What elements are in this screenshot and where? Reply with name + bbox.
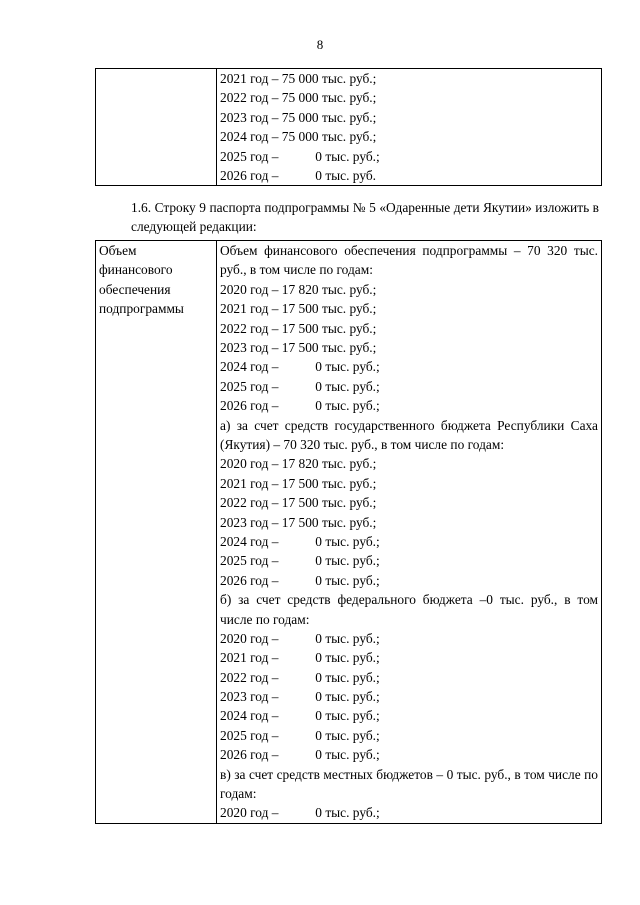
year-line: 2020 год – 17 820 тыс. руб.;: [220, 456, 377, 472]
year-line: 2020 год – 17 820 тыс. руб.;: [220, 281, 377, 297]
section-a-heading: а) за счет средств государственного бюджета Республики Саха (Якутия) – 70 320 тыс. руб., в том числе по годам:: [220, 417, 598, 452]
table1-line: 2026 год – 0 тыс. руб.: [220, 167, 377, 183]
year-line: 2024 год – 0 тыс. руб.;: [220, 708, 380, 724]
row-label-line: обеспечения: [99, 281, 171, 297]
year-line: 2022 год – 17 500 тыс. руб.;: [220, 320, 377, 336]
table1-left-label: [96, 69, 216, 88]
table1-line: 2023 год – 75 000 тыс. руб.;: [220, 109, 377, 125]
page-number: 8: [316, 37, 324, 52]
year-line: 2021 год – 17 500 тыс. руб.;: [220, 301, 377, 317]
funding-details-cell: [217, 241, 602, 824]
year-line: 2021 год – 17 500 тыс. руб.;: [220, 475, 377, 491]
year-line: 2026 год – 0 тыс. руб.;: [220, 398, 380, 414]
table1-line: 2022 год – 75 000 тыс. руб.;: [220, 90, 377, 106]
year-line: 2023 год – 17 500 тыс. руб.;: [220, 339, 377, 355]
year-line: 2022 год – 17 500 тыс. руб.;: [220, 495, 377, 511]
year-line: 2025 год – 0 тыс. руб.;: [220, 553, 380, 569]
row-label-cell: [96, 241, 217, 824]
year-line: 2026 год – 0 тыс. руб.;: [220, 747, 380, 763]
year-line: 2023 год – 17 500 тыс. руб.;: [220, 514, 377, 530]
section-b-heading: б) за счет средств федерального бюджета –0 тыс. руб., в том числе по годам:: [220, 592, 598, 627]
year-line: 2023 год – 0 тыс. руб.;: [220, 689, 380, 705]
row-label-line: Объем: [99, 243, 137, 258]
funding-volume-table: [95, 240, 602, 824]
year-line: 2021 год – 0 тыс. руб.;: [220, 650, 380, 666]
year-line: 2022 год – 0 тыс. руб.;: [220, 669, 380, 685]
section-c-heading: в) за счет средств местных бюджетов – 0 тыс. руб., в том числе по годам:: [220, 766, 598, 802]
table1-right-cell: [217, 69, 602, 186]
year-line: 2025 год – 0 тыс. руб.;: [220, 727, 380, 743]
year-line: 2024 год – 0 тыс. руб.;: [220, 533, 380, 549]
table1-line: 2021 год – 75 000 тыс. руб.;: [220, 71, 377, 86]
row-label-line: финансового: [99, 262, 173, 278]
amendment-paragraph: [95, 198, 599, 236]
funding-intro: Объем финансового обеспечения подпрограммы – 70 320 тыс. руб., в том числе по годам:: [220, 243, 598, 278]
funding-table-continued: [95, 68, 602, 186]
amendment-text: 1.6. Строку 9 паспорта подпрограммы № 5 «Одаренные дети Якутии» изложить в следующей редакции:: [131, 200, 599, 234]
year-line: 2020 год – 0 тыс. руб.;: [220, 630, 380, 646]
year-line: 2026 год – 0 тыс. руб.;: [220, 572, 380, 588]
year-line: 2020 год – 0 тыс. руб.;: [220, 805, 380, 821]
table1-line: 2024 год – 75 000 тыс. руб.;: [220, 129, 377, 145]
table1-line: 2025 год – 0 тыс. руб.;: [220, 148, 380, 164]
year-line: 2025 год – 0 тыс. руб.;: [220, 378, 380, 394]
table1-left-cell: [96, 69, 217, 186]
year-line: 2024 год – 0 тыс. руб.;: [220, 359, 380, 375]
row-label-line: подпрограммы: [99, 301, 184, 317]
